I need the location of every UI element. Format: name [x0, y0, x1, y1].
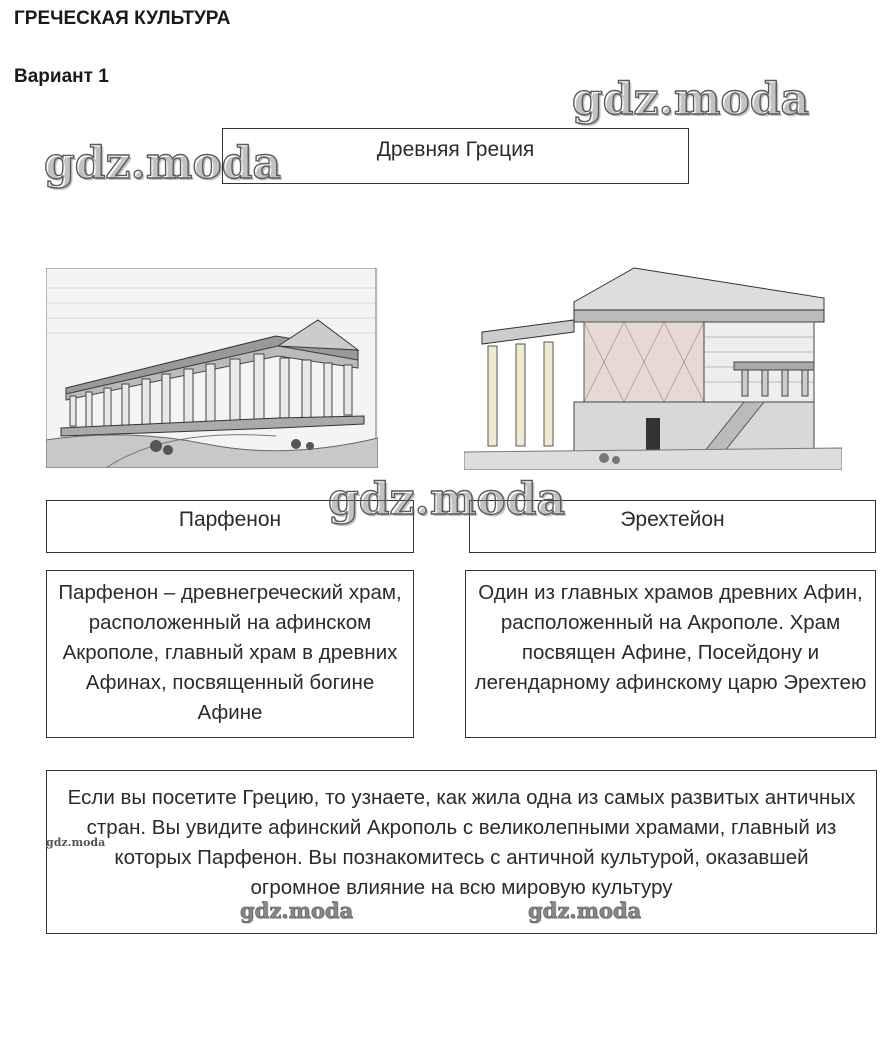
watermark-logo: gdz.moda	[328, 474, 566, 525]
parthenon-description: Парфенон – древнегреческий храм, расположенный на афинском Акрополе, главный храм в древних Афинах, посвященный богине Афине	[46, 570, 414, 738]
erechtheion-illustration	[464, 262, 842, 470]
watermark-logo: gdz.moda	[240, 898, 354, 923]
parthenon-illustration	[46, 268, 378, 468]
erechtheion-description: Один из главных храмов древних Афин, расположенный на Акрополе. Храм посвящен Афине, Посейдону и легендарному афинскому царю Эрехтею	[465, 570, 876, 738]
page-title: ГРЕЧЕСКАЯ КУЛЬТУРА	[14, 8, 231, 29]
watermark-logo: gdz.moda	[572, 74, 810, 125]
variant-label: Вариант 1	[14, 66, 109, 87]
parthenon-label-box: Парфенон	[46, 500, 414, 553]
watermark-logo: gdz.moda	[46, 836, 106, 849]
erechtheion-label-box: Эрехтейон	[469, 500, 876, 553]
ancient-greece-box: Древняя Греция	[222, 128, 689, 184]
watermark-logo: gdz.moda	[44, 138, 282, 189]
summary-text-box: Если вы посетите Грецию, то узнаете, как жила одна из самых развитых античных стран. Вы увидите афинский Акрополь с великолепными храмами, главный из которых Парфенон. Вы познакомитесь с античной культурой, оказавшей огромное влияние на всю мировую культуру	[46, 770, 877, 934]
watermark-logo: gdz.moda	[528, 898, 642, 923]
